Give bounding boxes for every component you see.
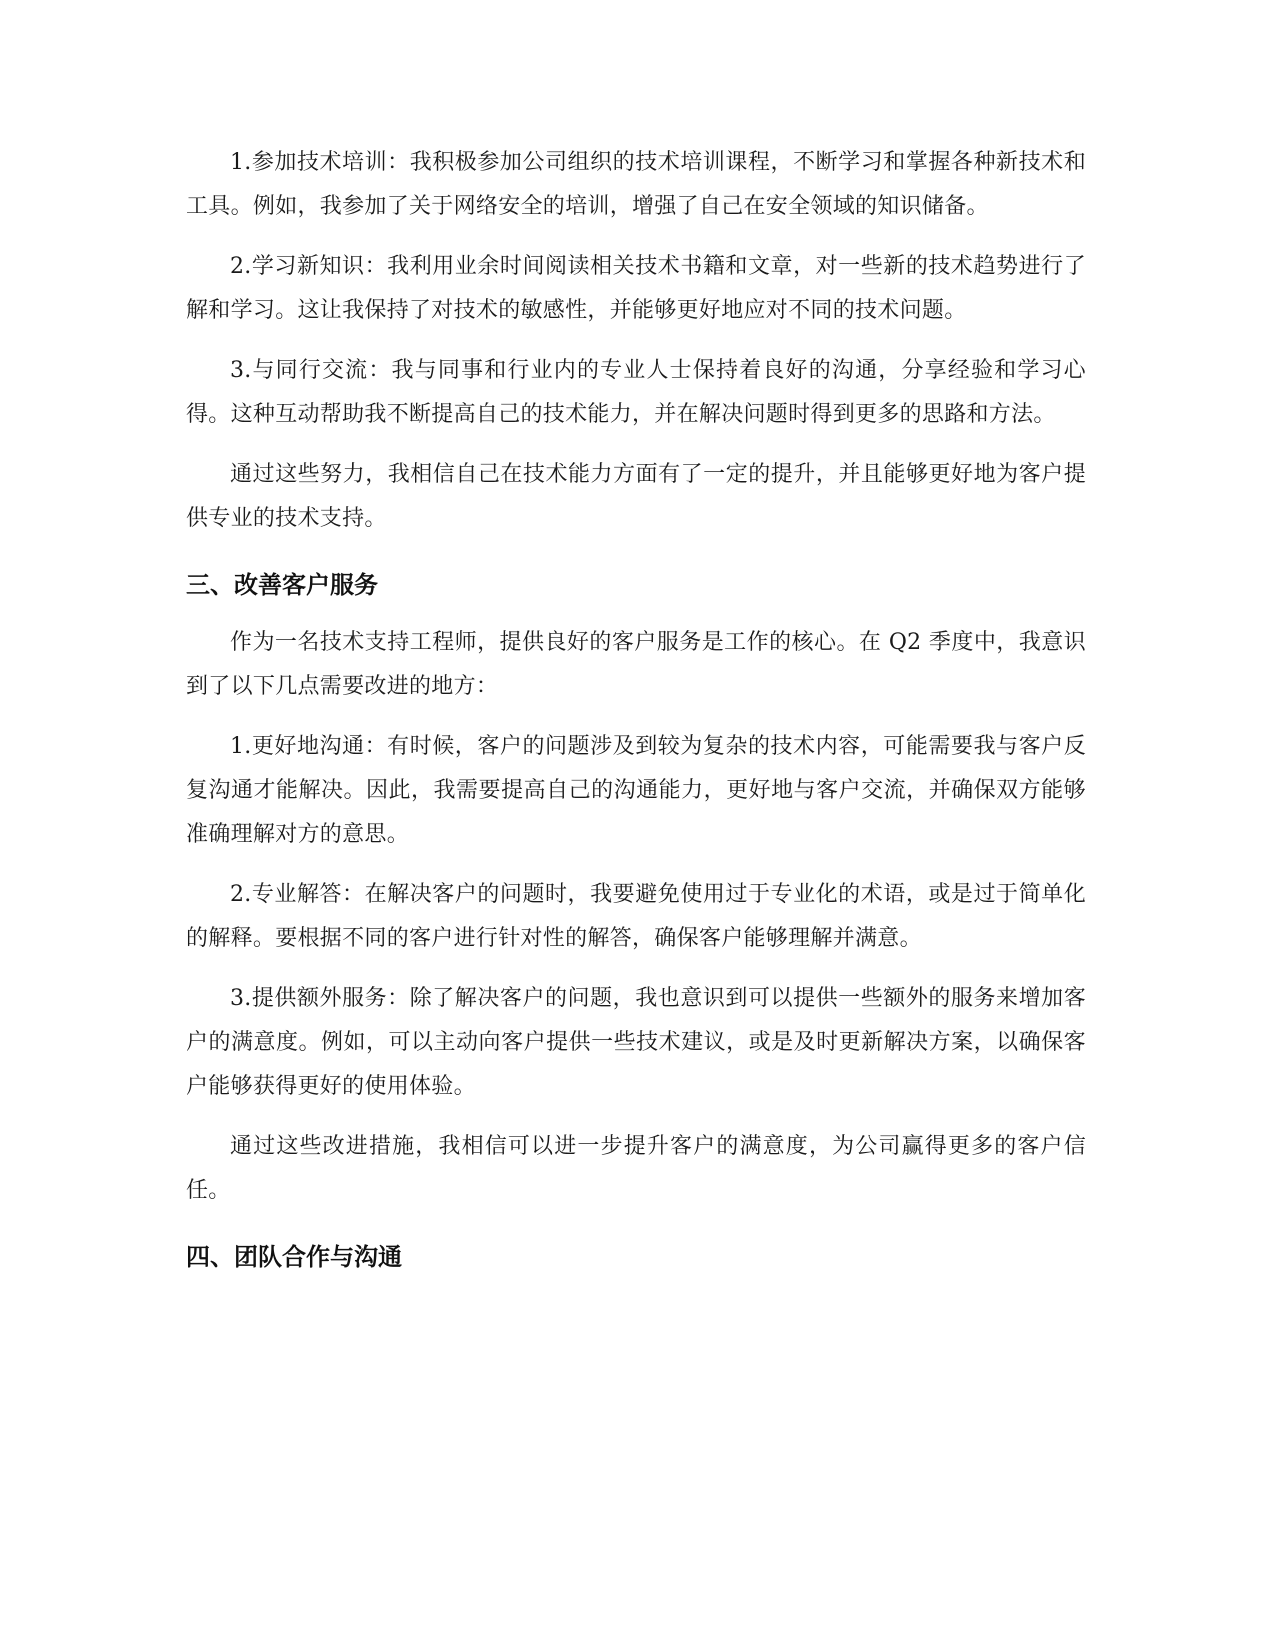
section-heading-teamwork: 四、团队合作与沟通 [186,1243,402,1271]
paragraph-peer-exchange: 3.与同行交流：我与同事和行业内的专业人士保持着良好的沟通，分享经验和学习心得。这种互动帮助我不断提高自己的技术能力，并在解决问题时得到更多的思路和方法。 [186,358,1086,427]
paragraph-learning-new-knowledge: 2.学习新知识：我利用业余时间阅读相关技术书籍和文章，对一些新的技术趋势进行了解和学习。这让我保持了对技术的敏感性，并能够更好地应对不同的技术问题。 [186,254,1086,323]
paragraph-customer-service-intro: 作为一名技术支持工程师，提供良好的客户服务是工作的核心。在 Q2 季度中，我意识到了以下几点需要改进的地方： [186,630,1086,699]
paragraph-customer-service-summary: 通过这些改进措施，我相信可以进一步提升客户的满意度，为公司赢得更多的客户信任。 [186,1134,1086,1203]
document-page [186,141,1086,1293]
paragraph-better-communication: 1.更好地沟通：有时候，客户的问题涉及到较为复杂的技术内容，可能需要我与客户反复沟通才能解决。因此，我需要提高自己的沟通能力，更好地与客户交流，并确保双方能够准确理解对方的意思。 [186,734,1086,847]
paragraph-professional-answers: 2.专业解答：在解决客户的问题时，我要避免使用过于专业化的术语，或是过于简单化的解释。要根据不同的客户进行针对性的解答，确保客户能够理解并满意。 [186,882,1086,951]
paragraph-technical-summary: 通过这些努力，我相信自己在技术能力方面有了一定的提升，并且能够更好地为客户提供专业的技术支持。 [186,462,1086,531]
paragraph-technical-training: 1.参加技术培训：我积极参加公司组织的技术培训课程，不断学习和掌握各种新技术和工具。例如，我参加了关于网络安全的培训，增强了自己在安全领域的知识储备。 [186,150,1086,219]
paragraph-extra-services: 3.提供额外服务：除了解决客户的问题，我也意识到可以提供一些额外的服务来增加客户的满意度。例如，可以主动向客户提供一些技术建议，或是及时更新解决方案，以确保客户能够获得更好的使用体验。 [186,986,1086,1099]
section-heading-customer-service: 三、改善客户服务 [186,571,378,599]
